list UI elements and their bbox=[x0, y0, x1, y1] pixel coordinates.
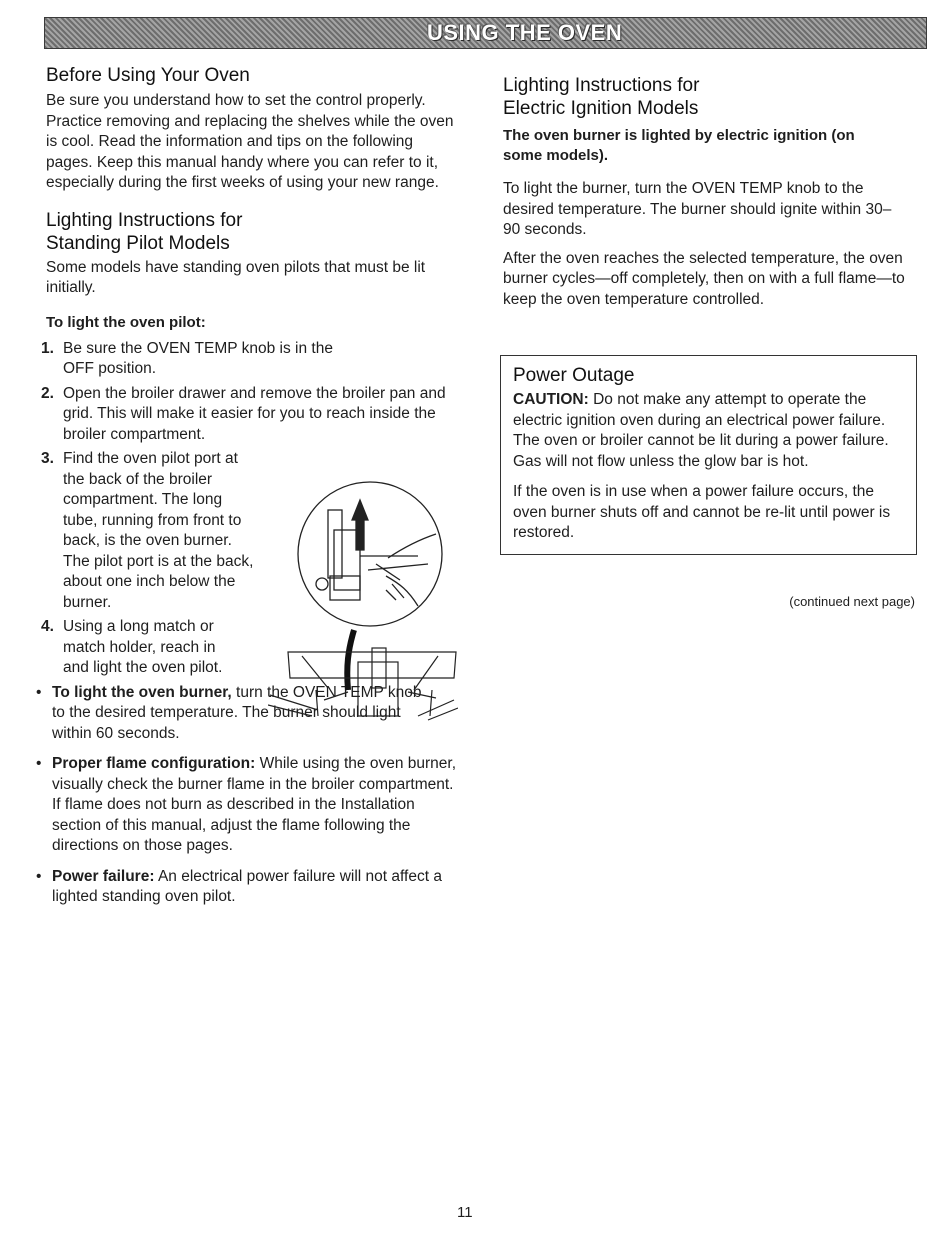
step-item bbox=[41, 339, 363, 380]
oven-pilot-illustration bbox=[268, 480, 458, 730]
continued-note: (continued next page) bbox=[789, 594, 915, 609]
bullet-text: An electrical power failure will not affect a lighted standing oven pilot. bbox=[52, 867, 442, 905]
step-text: Using a long match or match holder, reach in and light the oven pilot. bbox=[63, 618, 223, 676]
banner-title: USING THE OVEN bbox=[427, 20, 623, 45]
outage-para: If the oven is in use when a power failure occurs, the oven burner shuts off and cannot be re-lit until power is restored. bbox=[513, 483, 891, 541]
bullet-text: While using the oven burner, visually check the burner flame in the broiler compartment. If flame does not burn as described in the Installation section of this manual, adjust the flame following the directions on those pages. bbox=[52, 755, 457, 854]
outage-heading: Power Outage bbox=[513, 365, 635, 386]
electric-para2: After the oven reaches the selected temperature, the oven burner cycles—off completely, then on with a full flame—to keep the oven temperature controlled. bbox=[503, 249, 905, 308]
step-item bbox=[41, 617, 239, 679]
bullet-text: turn the OVEN TEMP knob to the desired temperature. The burner should light within 60 seconds. bbox=[52, 683, 422, 742]
power-outage-box bbox=[500, 355, 917, 555]
standing-heading-line2: Standing Pilot Models bbox=[46, 232, 230, 254]
right-column bbox=[503, 74, 918, 310]
caution-label: CAUTION: bbox=[513, 391, 589, 408]
standing-heading-line1: Lighting Instructions for bbox=[46, 209, 243, 231]
illustration-svg bbox=[268, 480, 458, 730]
bullet-dot: • bbox=[36, 683, 42, 701]
step-text: Be sure the OVEN TEMP knob is in the OFF position. bbox=[63, 339, 333, 377]
electric-heading-line1: Lighting Instructions for bbox=[503, 75, 700, 96]
section-banner bbox=[44, 17, 927, 49]
step-number: 1. bbox=[41, 339, 54, 357]
outage-caution bbox=[513, 390, 905, 472]
electric-subheading: The oven burner is lighted by electric ignition (on some models). bbox=[503, 127, 855, 164]
step-number: 3. bbox=[41, 450, 54, 467]
caution-text: Do not make any attempt to operate the electric ignition oven during an electrical power failure. The oven or broiler cannot be lit during a power failure. Gas will not flow unless the glow bar is hot. bbox=[513, 391, 889, 470]
power-outage-content bbox=[513, 364, 905, 544]
bullet-dot: • bbox=[36, 755, 42, 772]
standing-heading bbox=[46, 209, 464, 255]
before-heading: Before Using Your Oven bbox=[46, 65, 250, 86]
standing-intro: Some models have standing oven pilots that must be lit initially. bbox=[46, 258, 426, 296]
page-number: 11 bbox=[457, 1204, 473, 1221]
electric-heading-line2: Electric Ignition Models bbox=[503, 98, 699, 119]
bullet-item bbox=[36, 867, 458, 908]
step-text: Open the broiler drawer and remove the broiler pan and grid. This will make it easier for you to reach inside the broiler compartment. bbox=[63, 384, 446, 443]
electric-heading bbox=[503, 74, 918, 120]
step-item bbox=[41, 384, 458, 446]
bullet-lead: Power failure: bbox=[52, 867, 155, 885]
step-number: 2. bbox=[41, 384, 54, 402]
step-text: Find the oven pilot port at the back of the broiler compartment. The long tube, running from front to back, is the oven burner. The pilot port is at the back, about one inch below the burner. bbox=[63, 450, 254, 611]
step-number: 4. bbox=[41, 618, 54, 635]
bullet-lead: To light the oven burner, bbox=[52, 683, 232, 701]
step-item bbox=[41, 449, 259, 613]
bullet-lead: Proper flame configuration: bbox=[52, 755, 256, 772]
bullet-item bbox=[36, 754, 458, 857]
steps-title: To light the oven pilot: bbox=[46, 313, 206, 331]
bullet-dot: • bbox=[36, 867, 42, 885]
electric-para1: To light the burner, turn the OVEN TEMP knob to the desired temperature. The burner should ignite within 30–90 seconds. bbox=[503, 180, 892, 238]
before-body: Be sure you understand how to set the control properly. Practice removing and replacing the shelves while the oven is cool. Read the information and tips on the following pages. Keep this manual handy where you can refer to it, especially during the first weeks of using your new range. bbox=[46, 92, 454, 191]
